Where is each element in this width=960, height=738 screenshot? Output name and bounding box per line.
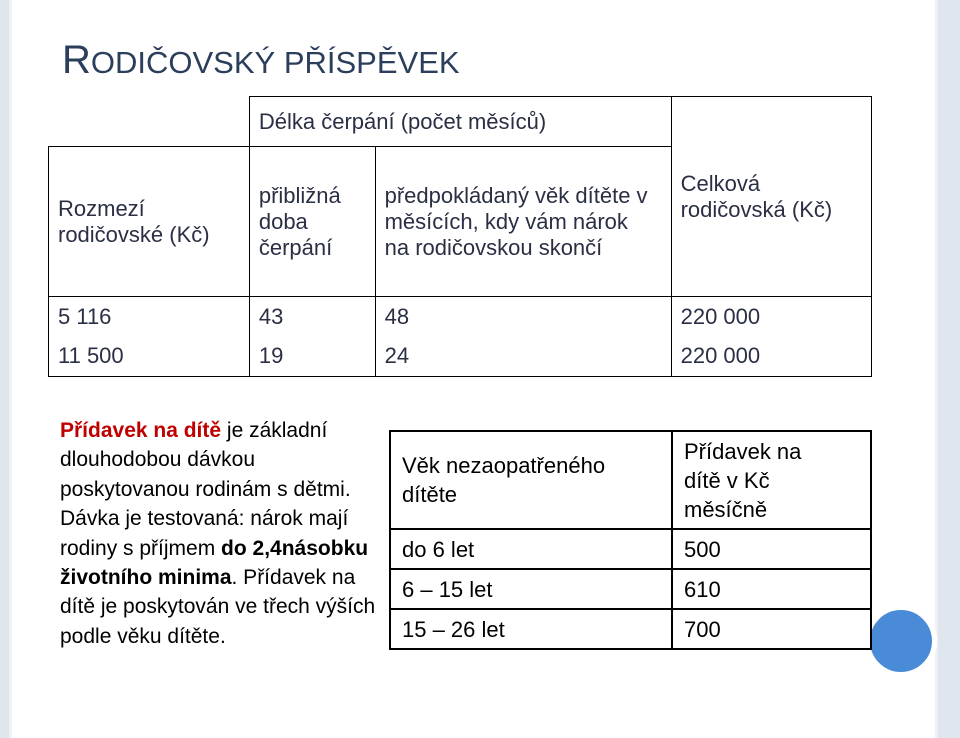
table2-header-amount: Přídavek na dítě v Kč měsíčně: [672, 431, 871, 529]
child-allowance-table: [389, 430, 872, 650]
table2-cell-age: 6 – 15 let: [390, 569, 672, 609]
table1-cell-age: 48: [375, 297, 671, 337]
table2-cell-age: 15 – 26 let: [390, 609, 672, 649]
left-decor-line: [9, 0, 12, 738]
table1-col-duration: přibližná doba čerpání: [249, 147, 375, 297]
right-decor-line: [935, 0, 938, 738]
title-rest: ODIČOVSKÝ PŘÍSPĚVEK: [90, 45, 460, 80]
right-decor-bar: [938, 0, 960, 738]
table-row: [49, 337, 872, 377]
table1-cell-total: 220 000: [671, 337, 871, 377]
table1-cell-range: 11 500: [49, 337, 250, 377]
table2-cell-amount: 700: [672, 609, 871, 649]
table2-cell-amount: 610: [672, 569, 871, 609]
table1-col-range: Rozmezí rodičovské (Kč): [49, 147, 250, 297]
table2-cell-amount: 500: [672, 529, 871, 569]
table2-header-age: Věk nezaopatřeného dítěte: [390, 431, 672, 529]
table-row: [390, 569, 871, 609]
table-row: [390, 529, 871, 569]
table1-col-total: Celková rodičovská (Kč): [671, 97, 871, 297]
paragraph-lead: Přídavek na dítě: [60, 419, 222, 442]
parental-allowance-table: [48, 96, 872, 377]
child-allowance-description: [60, 416, 382, 651]
table1-cell-total: 220 000: [671, 297, 871, 337]
table1-cell-age: 24: [375, 337, 671, 377]
slide-title: [62, 38, 460, 83]
paragraph-text-1: je základní dlouhodobou dávkou poskytovanou rodinám s dětmi. Dávka je testovaná: nárok mají rodiny s příjmem: [60, 419, 351, 560]
table1-col-age: předpokládaný věk dítěte v měsících, kdy vám nárok na rodičovskou skončí: [375, 147, 671, 297]
title-initial: R: [62, 38, 91, 82]
decor-circle: [865, 605, 937, 677]
paragraph-bold: do 2,4násobku životního minima: [60, 536, 369, 590]
table1-empty-corner: [49, 97, 250, 147]
table1-group-header: Délka čerpání (počet měsíců): [249, 97, 671, 147]
table1-cell-range: 5 116: [49, 297, 250, 337]
left-decor-bar: [0, 0, 9, 738]
table2-cell-age: do 6 let: [390, 529, 672, 569]
table-row: [390, 609, 871, 649]
table1-cell-duration: 19: [249, 337, 375, 377]
table1-cell-duration: 43: [249, 297, 375, 337]
table-row: [49, 297, 872, 337]
paragraph-text-2: . Přídavek na dítě je poskytován ve třech výších podle věku dítěte.: [60, 566, 376, 648]
